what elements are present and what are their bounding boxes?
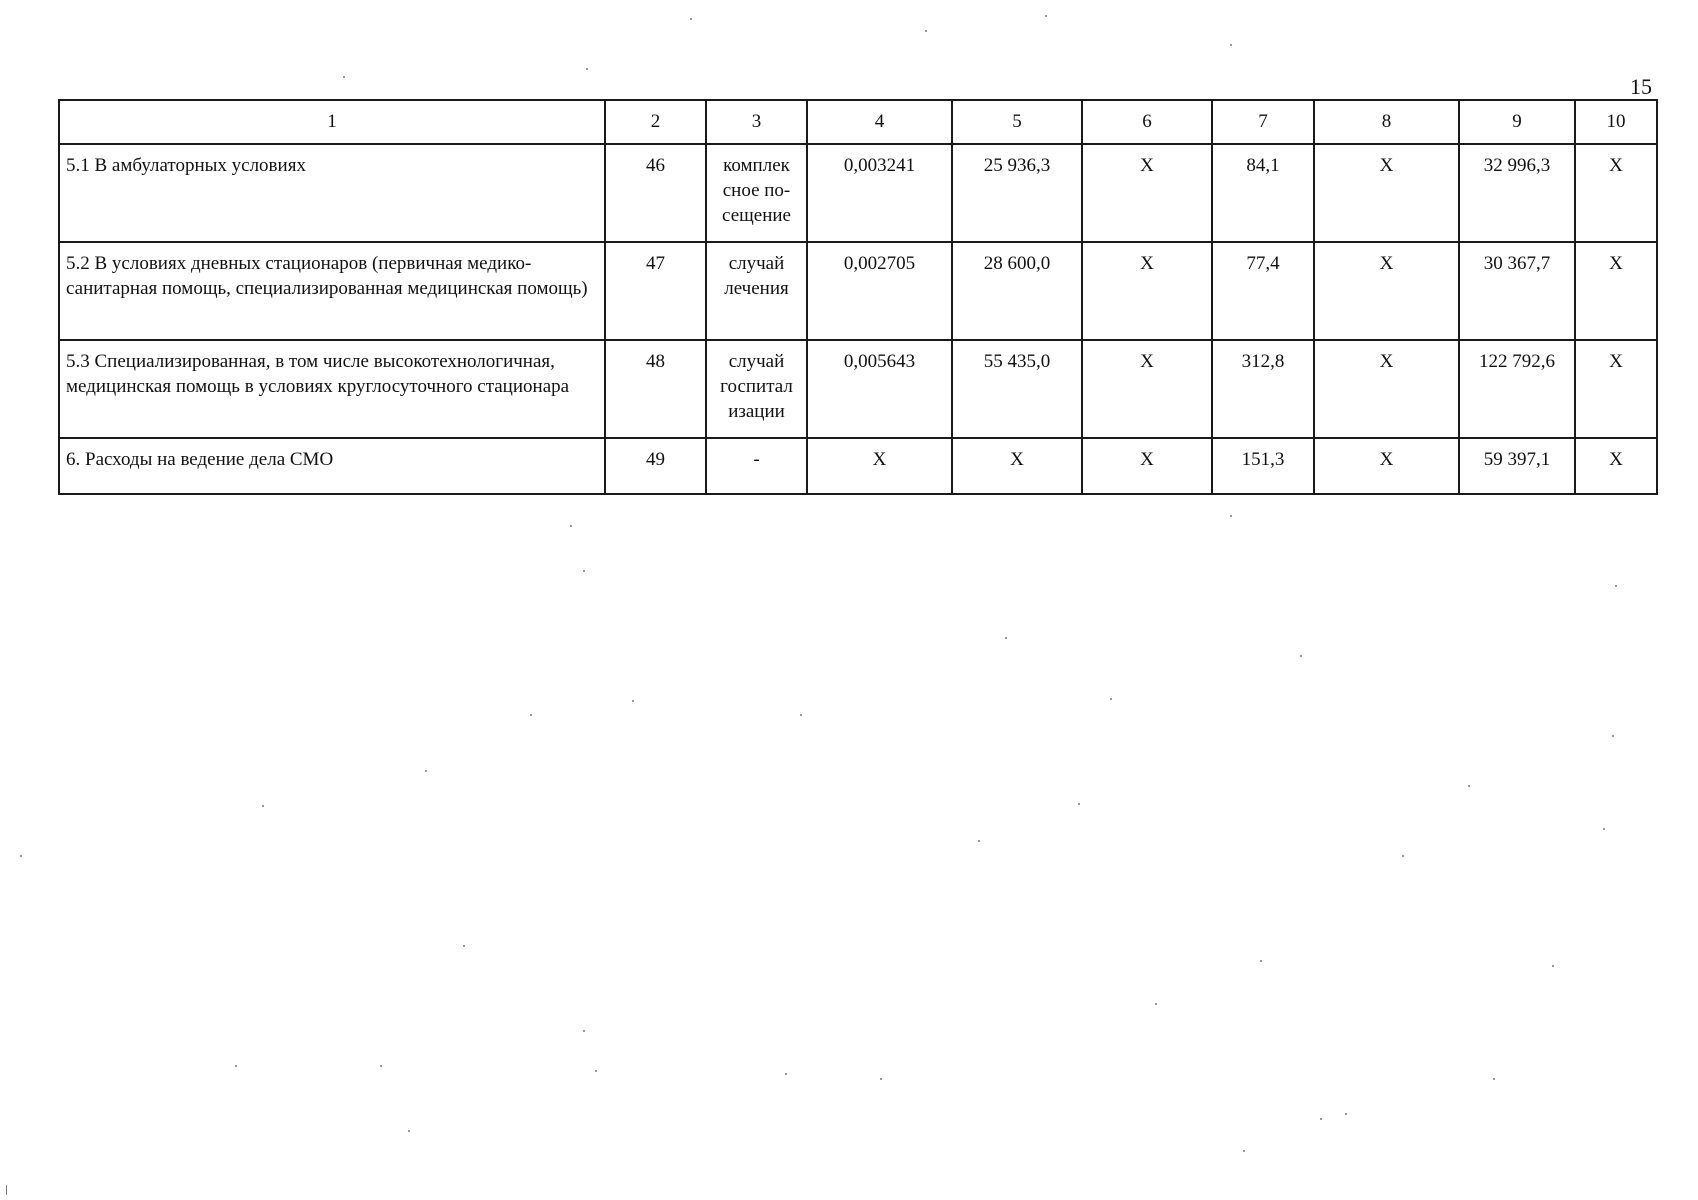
row-value-cell: 312,8: [1212, 340, 1314, 438]
row-value-cell: Х: [807, 438, 952, 494]
table-row: [59, 242, 1657, 340]
row-value-cell: Х: [1314, 340, 1459, 438]
row-value-cell: Х: [1575, 242, 1657, 340]
row-code-cell: 46: [605, 144, 706, 242]
row-unit-cell: комплек сное по-сещение: [706, 144, 807, 242]
row-value-cell: Х: [1314, 242, 1459, 340]
header-cell: 6: [1082, 100, 1212, 144]
row-value-cell: 55 435,0: [952, 340, 1082, 438]
row-value-cell: 25 936,3: [952, 144, 1082, 242]
row-value-cell: 0,002705: [807, 242, 952, 340]
row-name-cell: 5.2 В условиях дневных стационаров (первичная медико-санитарная помощь, специализированная медицинская помощь): [59, 242, 605, 340]
row-value-cell: Х: [1082, 242, 1212, 340]
row-value-cell: Х: [1575, 340, 1657, 438]
row-value-cell: Х: [1314, 144, 1459, 242]
header-cell: 10: [1575, 100, 1657, 144]
row-value-cell: 28 600,0: [952, 242, 1082, 340]
data-table: [58, 99, 1658, 495]
row-value-cell: 122 792,6: [1459, 340, 1575, 438]
table-row: [59, 144, 1657, 242]
row-unit-cell: случай лечения: [706, 242, 807, 340]
row-name-cell: 5.3 Специализированная, в том числе высокотехнологичная, медицинская помощь в условиях круглосуточного стационара: [59, 340, 605, 438]
page-number: 15: [1630, 74, 1652, 99]
row-unit-cell: случай госпитал изации: [706, 340, 807, 438]
header-cell: 1: [59, 100, 605, 144]
header-cell: 8: [1314, 100, 1459, 144]
row-value-cell: Х: [1575, 438, 1657, 494]
header-cell: 5: [952, 100, 1082, 144]
header-cell: 4: [807, 100, 952, 144]
row-name-cell: 6. Расходы на ведение дела СМО: [59, 438, 605, 494]
table-row: [59, 340, 1657, 438]
row-value-cell: 59 397,1: [1459, 438, 1575, 494]
row-value-cell: 0,005643: [807, 340, 952, 438]
table-row: [59, 438, 1657, 494]
header-cell: 9: [1459, 100, 1575, 144]
row-code-cell: 48: [605, 340, 706, 438]
row-value-cell: Х: [1082, 438, 1212, 494]
row-value-cell: 32 996,3: [1459, 144, 1575, 242]
header-cell: 2: [605, 100, 706, 144]
row-name-cell: 5.1 В амбулаторных условиях: [59, 144, 605, 242]
row-value-cell: Х: [1314, 438, 1459, 494]
row-code-cell: 49: [605, 438, 706, 494]
header-cell: 7: [1212, 100, 1314, 144]
row-unit-cell: -: [706, 438, 807, 494]
row-value-cell: 77,4: [1212, 242, 1314, 340]
row-value-cell: 30 367,7: [1459, 242, 1575, 340]
row-value-cell: Х: [1082, 340, 1212, 438]
row-value-cell: Х: [1575, 144, 1657, 242]
row-code-cell: 47: [605, 242, 706, 340]
row-value-cell: 0,003241: [807, 144, 952, 242]
row-value-cell: 84,1: [1212, 144, 1314, 242]
table-header-row: [59, 100, 1657, 144]
row-value-cell: Х: [1082, 144, 1212, 242]
header-cell: 3: [706, 100, 807, 144]
row-value-cell: 151,3: [1212, 438, 1314, 494]
row-value-cell: Х: [952, 438, 1082, 494]
